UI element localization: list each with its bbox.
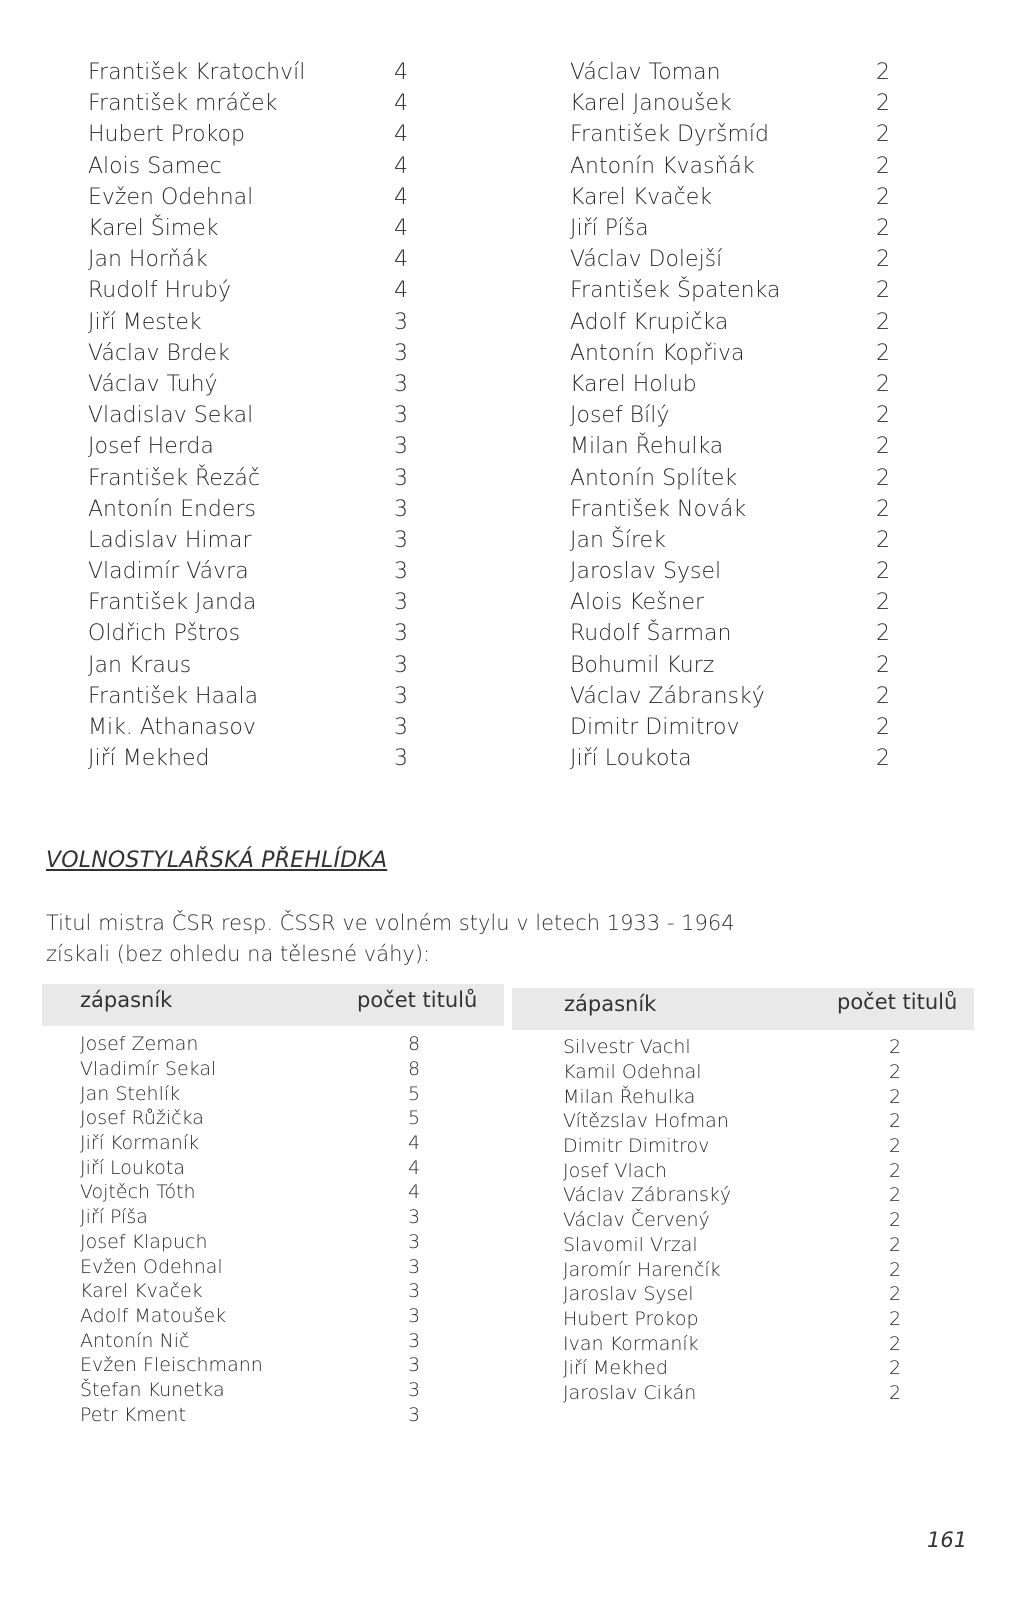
wrestler-name: Mik. Athanasov [88, 715, 256, 741]
wrestler-name: František mráček [88, 91, 278, 117]
wrestler-name: Bohumil Kurz [570, 652, 715, 678]
title-count: 3 [394, 715, 408, 741]
list-item [88, 244, 408, 275]
wrestler-name: František Haala [88, 683, 259, 709]
wrestler-name: Jiří Mekhed [563, 1357, 668, 1380]
title-count: 2 [889, 1381, 902, 1404]
wrestler-name: Kamil Odehnal [563, 1061, 702, 1084]
wrestler-name: Antonín Kvasňák [570, 153, 755, 179]
wrestler-name: Evžen Fleischmann [80, 1354, 263, 1377]
list-item [563, 1233, 902, 1258]
intro-line-1: Titul mistra ČSR resp. ČSSR ve volném stylu v letech 1933 - 1964 [46, 911, 735, 935]
title-count: 3 [394, 590, 408, 616]
wrestler-name: Evžen Odehnal [88, 184, 254, 210]
wrestler-name: Jan Horňák [88, 247, 208, 273]
wrestler-name: Antonín Enders [88, 496, 256, 522]
wrestler-name: Adolf Matoušek [80, 1304, 227, 1327]
list-item [80, 1032, 421, 1057]
list-item [570, 650, 890, 681]
list-item [80, 1155, 421, 1180]
wrestler-name: Evžen Odehnal [80, 1255, 223, 1278]
wrestler-name: Dimitr Dimitrov [570, 715, 740, 741]
wrestler-name: Štefan Kunetka [80, 1378, 225, 1401]
title-count: 2 [876, 527, 890, 553]
section-title: VOLNOSTYLAŘSKÁ PŘEHLÍDKA [46, 848, 388, 873]
wrestler-name: František Řezáč [88, 465, 260, 491]
list-item [88, 556, 408, 587]
title-count: 2 [889, 1209, 902, 1232]
wrestler-name: Hubert Prokop [88, 122, 245, 148]
title-count: 3 [394, 371, 408, 397]
wrestler-name: Hubert Prokop [563, 1307, 699, 1330]
list-item [563, 1084, 902, 1109]
list-item [563, 1331, 902, 1356]
wrestler-name: Václav Brdek [88, 340, 230, 366]
title-count: 2 [889, 1085, 902, 1108]
wrestler-name: Vladislav Sekal [88, 403, 254, 429]
wrestler-name: Jaroslav Sysel [563, 1283, 694, 1306]
list-item [563, 1257, 902, 1282]
wrestler-name: Ivan Kormaník [563, 1332, 699, 1355]
header-titles: počet titulů [837, 990, 958, 1014]
list-item [88, 182, 408, 213]
title-count: 2 [876, 465, 890, 491]
title-count: 3 [394, 465, 408, 491]
wrestler-name: Vladimír Sekal [80, 1058, 217, 1081]
title-count: 2 [876, 715, 890, 741]
title-count: 3 [394, 309, 408, 335]
wrestler-name: František Janda [88, 590, 257, 616]
wrestler-name: Dimitr Dimitrov [563, 1135, 710, 1158]
title-count: 4 [394, 60, 408, 86]
wrestler-name: František Dyršmíd [570, 122, 769, 148]
list-item [570, 338, 890, 369]
wrestler-name: Václav Červený [563, 1209, 710, 1232]
wrestler-name: Antonín Nič [80, 1329, 190, 1352]
wrestler-name: Václav Zábranský [570, 683, 765, 709]
list-item [88, 618, 408, 649]
list-item [88, 494, 408, 525]
list-item [570, 57, 890, 88]
title-count: 2 [876, 153, 890, 179]
wrestler-name: Jiří Loukota [80, 1156, 185, 1179]
list-item [563, 1208, 902, 1233]
title-count: 4 [408, 1156, 421, 1179]
wrestler-name: Antonín Splítek [570, 465, 738, 491]
wrestler-name: Jiří Mekhed [88, 746, 210, 772]
wrestler-name: Rudolf Hrubý [88, 278, 232, 304]
wrestler-name: Antonín Kopřiva [570, 340, 745, 366]
header-titles: počet titulů [357, 988, 478, 1012]
table-right [563, 1035, 902, 1405]
list-item [570, 213, 890, 244]
header-wrestler: zápasník [564, 992, 657, 1016]
title-count: 2 [889, 1110, 902, 1133]
title-count: 2 [889, 1258, 902, 1281]
wrestler-name: Josef Bílý [570, 403, 670, 429]
list-item [80, 1353, 421, 1378]
list-item [570, 182, 890, 213]
list-item [88, 431, 408, 462]
list-item [563, 1035, 902, 1060]
title-count: 3 [408, 1304, 421, 1327]
list-item [570, 618, 890, 649]
list-item [570, 743, 890, 774]
list-item [88, 57, 408, 88]
title-count: 3 [394, 527, 408, 553]
list-item [570, 712, 890, 743]
title-count: 2 [889, 1061, 902, 1084]
list-item [570, 400, 890, 431]
table-header-left [42, 984, 504, 1026]
title-count: 4 [394, 216, 408, 242]
list-item [570, 244, 890, 275]
intro-line-2: získali (bez ohledu na tělesné váhy): [46, 942, 431, 966]
title-count: 3 [408, 1378, 421, 1401]
title-count: 4 [408, 1181, 421, 1204]
list-item [570, 525, 890, 556]
wrestler-name: Rudolf Šarman [570, 621, 732, 647]
wrestler-name: Josef Zeman [80, 1033, 199, 1056]
title-count: 2 [876, 278, 890, 304]
wrestler-name: Jaroslav Sysel [570, 559, 722, 585]
title-count: 2 [889, 1307, 902, 1330]
wrestler-name: Jan Šírek [570, 527, 666, 553]
title-count: 3 [394, 559, 408, 585]
wrestler-name: Karel Janoušek [570, 91, 732, 117]
wrestler-name: Václav Zábranský [563, 1184, 732, 1207]
list-item [570, 587, 890, 618]
title-count: 3 [408, 1206, 421, 1229]
wrestler-name: Vojtěch Tóth [80, 1181, 196, 1204]
list-item [563, 1158, 902, 1183]
list-item [88, 369, 408, 400]
wrestler-name: Oldřich Pštros [88, 621, 241, 647]
title-count: 2 [876, 184, 890, 210]
wrestler-name: Karel Kvaček [570, 184, 713, 210]
title-count: 3 [394, 683, 408, 709]
wrestler-name: František Špatenka [570, 278, 781, 304]
title-count: 2 [876, 590, 890, 616]
list-item [88, 525, 408, 556]
wrestler-name: Milan Řehulka [563, 1085, 696, 1108]
wrestler-name: Slavomil Vrzal [563, 1233, 698, 1256]
list-item [80, 1304, 421, 1329]
list-item [80, 1279, 421, 1304]
wrestler-name: Josef Klapuch [80, 1230, 208, 1253]
title-count: 2 [876, 652, 890, 678]
list-item [570, 494, 890, 525]
list-item [563, 1356, 902, 1381]
title-count: 3 [394, 434, 408, 460]
title-count: 4 [394, 247, 408, 273]
list-item [563, 1060, 902, 1085]
title-count: 2 [876, 60, 890, 86]
list-item [563, 1282, 902, 1307]
wrestler-name: Karel Šimek [88, 216, 219, 242]
title-count: 3 [408, 1230, 421, 1253]
list-item [563, 1307, 902, 1332]
wrestler-name: Jiří Píša [570, 216, 649, 242]
list-item [80, 1402, 421, 1427]
list-item [80, 1230, 421, 1255]
list-item [80, 1180, 421, 1205]
list-item [563, 1183, 902, 1208]
title-count: 2 [889, 1135, 902, 1158]
title-count: 2 [889, 1036, 902, 1059]
wrestler-name: Václav Toman [570, 60, 721, 86]
wrestler-name: Adolf Krupička [570, 309, 729, 335]
top-left-list [88, 57, 408, 774]
list-item [88, 213, 408, 244]
list-item [88, 681, 408, 712]
list-item [88, 275, 408, 306]
page-number: 161 [927, 1528, 968, 1552]
title-count: 4 [408, 1132, 421, 1155]
title-count: 2 [889, 1184, 902, 1207]
list-item [88, 307, 408, 338]
wrestler-name: Josef Růžička [80, 1107, 204, 1130]
intro-text [46, 908, 746, 970]
title-count: 4 [394, 122, 408, 148]
wrestler-name: Jiří Loukota [570, 746, 692, 772]
title-count: 4 [394, 278, 408, 304]
title-count: 2 [876, 746, 890, 772]
list-item [563, 1134, 902, 1159]
list-item [88, 587, 408, 618]
title-count: 2 [876, 216, 890, 242]
list-item [570, 307, 890, 338]
wrestler-name: Jaroslav Cikán [563, 1381, 697, 1404]
title-count: 5 [408, 1107, 421, 1130]
title-count: 2 [876, 309, 890, 335]
wrestler-name: Jiří Mestek [88, 309, 202, 335]
list-item [88, 650, 408, 681]
top-right-list [570, 57, 890, 774]
wrestler-name: František Kratochvíl [88, 60, 306, 86]
title-count: 2 [876, 91, 890, 117]
wrestler-name: Karel Holub [570, 371, 697, 397]
title-count: 2 [889, 1357, 902, 1380]
list-item [570, 275, 890, 306]
list-item [570, 88, 890, 119]
wrestler-name: Josef Herda [88, 434, 214, 460]
title-count: 3 [408, 1329, 421, 1352]
list-item [570, 431, 890, 462]
list-item [88, 119, 408, 150]
list-item [563, 1381, 902, 1406]
title-count: 2 [889, 1283, 902, 1306]
table-header-right [512, 988, 974, 1030]
list-item [80, 1254, 421, 1279]
title-count: 3 [394, 340, 408, 366]
title-count: 3 [408, 1280, 421, 1303]
title-count: 4 [394, 184, 408, 210]
list-item [80, 1131, 421, 1156]
wrestler-name: Josef Vlach [563, 1159, 667, 1182]
wrestler-name: Jiří Kormaník [80, 1132, 200, 1155]
title-count: 2 [876, 403, 890, 429]
list-item [88, 338, 408, 369]
list-item [88, 462, 408, 493]
list-item [570, 369, 890, 400]
title-count: 2 [876, 496, 890, 522]
title-count: 3 [408, 1403, 421, 1426]
title-count: 8 [408, 1033, 421, 1056]
title-count: 2 [876, 434, 890, 460]
list-item [570, 681, 890, 712]
title-count: 2 [889, 1159, 902, 1182]
list-item [88, 400, 408, 431]
wrestler-name: Ladislav Himar [88, 527, 252, 553]
title-count: 2 [889, 1233, 902, 1256]
title-count: 3 [394, 652, 408, 678]
list-item [570, 119, 890, 150]
title-count: 3 [408, 1255, 421, 1278]
title-count: 3 [394, 403, 408, 429]
list-item [88, 88, 408, 119]
wrestler-name: Jiří Píša [80, 1206, 148, 1229]
list-item [570, 151, 890, 182]
list-item [80, 1057, 421, 1082]
list-item [80, 1378, 421, 1403]
wrestler-name: Karel Kvaček [80, 1280, 203, 1303]
wrestler-name: Jaromír Harenčík [563, 1258, 721, 1281]
list-item [88, 712, 408, 743]
wrestler-name: Václav Tuhý [88, 371, 218, 397]
wrestler-name: Alois Samec [88, 153, 222, 179]
list-item [80, 1106, 421, 1131]
title-count: 8 [408, 1058, 421, 1081]
title-count: 2 [876, 683, 890, 709]
wrestler-name: Jan Kraus [88, 652, 192, 678]
title-count: 2 [876, 371, 890, 397]
list-item [563, 1109, 902, 1134]
list-item [80, 1081, 421, 1106]
title-count: 2 [889, 1332, 902, 1355]
title-count: 2 [876, 559, 890, 585]
title-count: 2 [876, 247, 890, 273]
title-count: 5 [408, 1082, 421, 1105]
title-count: 3 [394, 496, 408, 522]
title-count: 4 [394, 91, 408, 117]
list-item [88, 743, 408, 774]
list-item [88, 151, 408, 182]
list-item [80, 1205, 421, 1230]
wrestler-name: Jan Stehlík [80, 1082, 181, 1105]
wrestler-name: Vítězslav Hofman [563, 1110, 729, 1133]
title-count: 2 [876, 122, 890, 148]
wrestler-name: Alois Kešner [570, 590, 705, 616]
title-count: 3 [394, 746, 408, 772]
table-left [80, 1032, 421, 1427]
title-count: 3 [394, 621, 408, 647]
list-item [80, 1328, 421, 1353]
header-wrestler: zápasník [80, 988, 173, 1012]
wrestler-name: Milan Řehulka [570, 434, 724, 460]
wrestler-name: Václav Dolejší [570, 247, 723, 273]
list-item [570, 556, 890, 587]
title-count: 2 [876, 340, 890, 366]
wrestler-name: Vladimír Vávra [88, 559, 249, 585]
wrestler-name: František Novák [570, 496, 747, 522]
list-item [570, 462, 890, 493]
title-count: 3 [408, 1354, 421, 1377]
wrestler-name: Petr Kment [80, 1403, 186, 1426]
wrestler-name: Silvestr Vachl [563, 1036, 691, 1059]
title-count: 4 [394, 153, 408, 179]
title-count: 2 [876, 621, 890, 647]
